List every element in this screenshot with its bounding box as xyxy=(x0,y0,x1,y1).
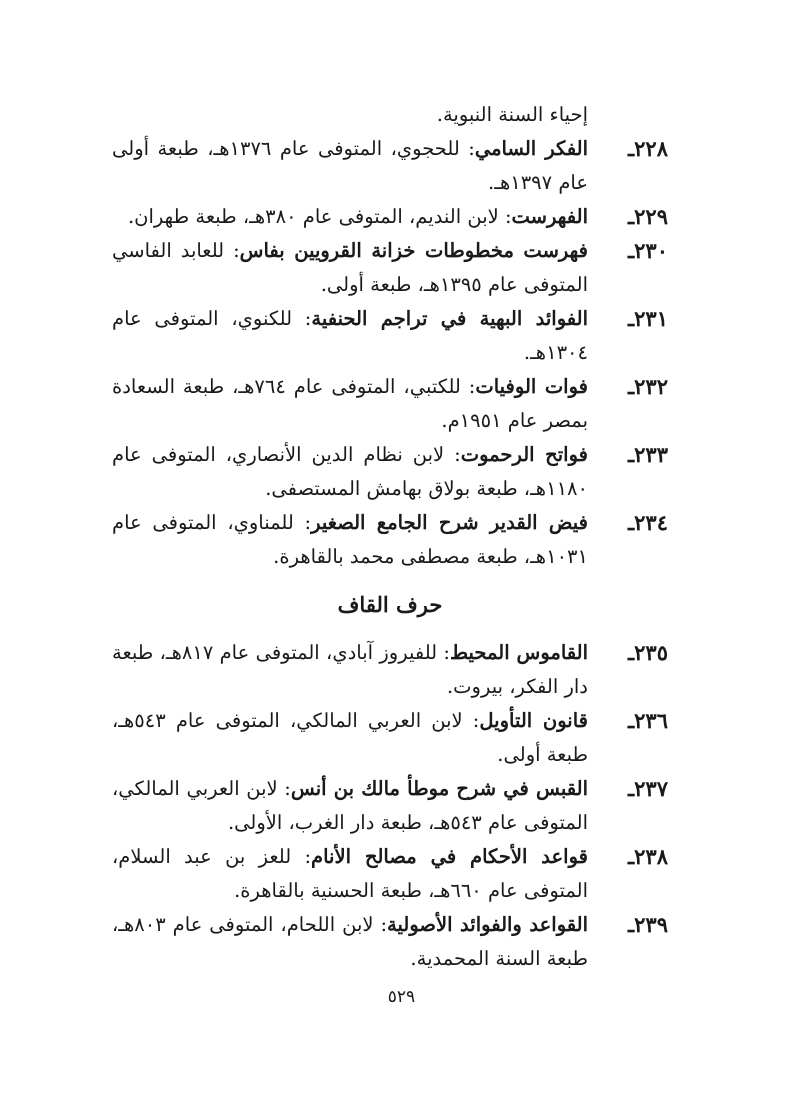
entry-text: : لابن نظام الدين الأنصاري، المتوفى عام ١١٨٠هـ، طبعة بولاق بهامش المستصفى. xyxy=(112,443,588,500)
entry-number: ٢٣٧ـ xyxy=(628,776,668,801)
bibliography-entry xyxy=(112,506,668,574)
bibliography-entry xyxy=(112,840,668,908)
bibliography-entry xyxy=(112,370,668,438)
entry-title: القاموس المحيط xyxy=(450,641,588,664)
page-body xyxy=(112,98,668,976)
entry-title: فوات الوفيات xyxy=(475,375,588,398)
entry-number: ٢٣٣ـ xyxy=(628,442,668,467)
continuation-text: إحياء السنة النبوية. xyxy=(436,103,588,126)
page-number: ٥٢٩ xyxy=(387,987,416,1007)
entry-number: ٢٢٨ـ xyxy=(628,136,668,161)
entry-text: : لابن النديم، المتوفى عام ٣٨٠هـ، طبعة طهران. xyxy=(127,205,512,228)
entry-number: ٢٢٩ـ xyxy=(628,204,668,229)
entry-number: ٢٣٨ـ xyxy=(628,844,668,869)
bibliography-entry xyxy=(112,908,668,976)
entry-text: : للمناوي، المتوفى عام ١٠٣١هـ، طبعة مصطفى محمد بالقاهرة. xyxy=(112,511,588,568)
entries-list-before xyxy=(112,132,668,574)
entry-number: ٢٣٥ـ xyxy=(628,640,668,665)
bibliography-entry xyxy=(112,704,668,772)
bibliography-entry xyxy=(112,200,668,234)
entry-number: ٢٣٤ـ xyxy=(628,510,668,535)
entries-list-after xyxy=(112,636,668,976)
entry-number: ٢٣٦ـ xyxy=(628,708,668,733)
entry-number: ٢٣٢ـ xyxy=(628,374,668,399)
entry-title: الفوائد البهية في تراجم الحنفية xyxy=(311,307,588,330)
entry-text: : للحجوي، المتوفى عام ١٣٧٦هـ، طبعة أولى عام ١٣٩٧هـ. xyxy=(112,137,588,194)
entry-text: : لابن العربي المالكي، المتوفى عام ٥٤٣هـ، طبعة دار الغرب، الأولى. xyxy=(112,777,588,834)
entry-title: فواتح الرحموت xyxy=(460,443,588,466)
entry-text: : لابن اللحام، المتوفى عام ٨٠٣هـ، طبعة السنة المحمدية. xyxy=(112,913,588,970)
entry-number: ٢٣١ـ xyxy=(628,306,668,331)
bibliography-entry xyxy=(112,772,668,840)
bibliography-entry xyxy=(112,636,668,704)
entry-number: ٢٣٠ـ xyxy=(628,238,668,263)
entry-title: فهرست مخطوطات خزانة القرويين بفاس xyxy=(239,239,588,262)
entry-title: القبس في شرح موطأ مالك بن أنس xyxy=(290,777,588,800)
entry-text: : للعز بن عبد السلام، المتوفى عام ٦٦٠هـ، طبعة الحسنية بالقاهرة. xyxy=(112,845,588,902)
entry-title: الفكر السامي xyxy=(474,137,589,160)
entry-text: : للكتبي، المتوفى عام ٧٦٤هـ، طبعة السعادة بمصر عام ١٩٥١م. xyxy=(112,375,588,432)
section-heading: حرف القاف xyxy=(337,592,443,617)
bibliography-entry xyxy=(112,302,668,370)
entry-title: قانون التأويل xyxy=(479,709,589,732)
entry-text: : لابن العربي المالكي، المتوفى عام ٥٤٣هـ، طبعة أولى. xyxy=(112,709,588,766)
entry-title: قواعد الأحكام في مصالح الأنام xyxy=(311,845,588,868)
entry-number: ٢٣٩ـ xyxy=(628,912,668,937)
entry-title: الفهرست xyxy=(511,205,588,228)
bibliography-entry xyxy=(112,234,668,302)
entry-text: : للفيروز آبادي، المتوفى عام ٨١٧هـ، طبعة دار الفكر، بيروت. xyxy=(112,641,588,698)
entry-text: : للعابد الفاسي المتوفى عام ١٣٩٥هـ، طبعة أولى. xyxy=(112,239,588,296)
entry-text: : للكنوي، المتوفى عام ١٣٠٤هـ. xyxy=(112,307,588,364)
entry-title: القواعد والفوائد الأصولية xyxy=(387,913,588,936)
bibliography-entry xyxy=(112,438,668,506)
entry-title: فيض القدير شرح الجامع الصغير xyxy=(311,511,588,534)
bibliography-entry xyxy=(112,132,668,200)
